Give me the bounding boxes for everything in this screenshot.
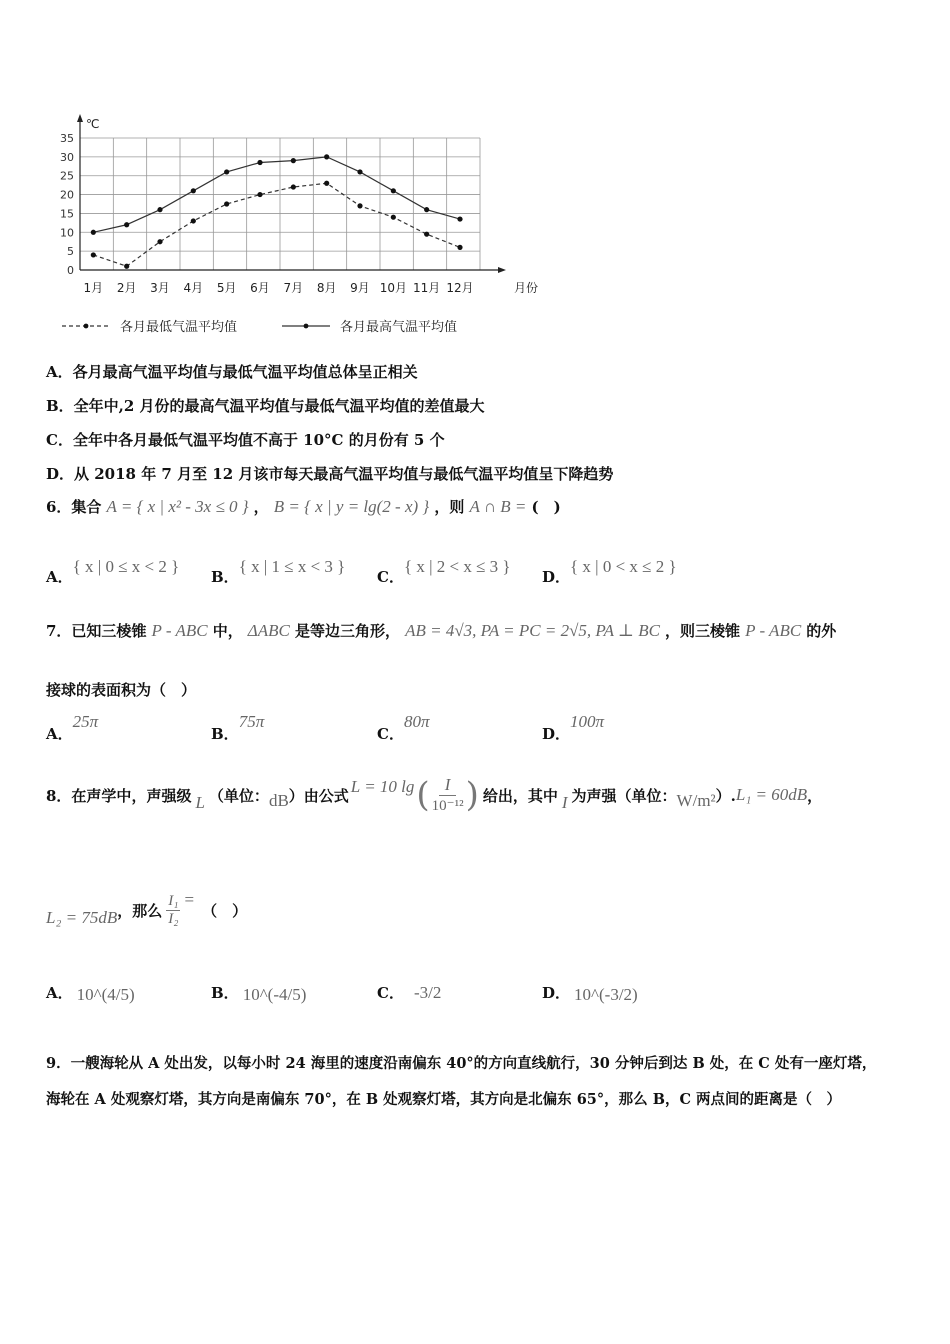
temperature-chart xyxy=(40,108,540,344)
q8-option-c xyxy=(377,968,442,1002)
data-point xyxy=(357,203,362,208)
option-label: B． xyxy=(211,568,239,586)
q6-stem xyxy=(46,496,561,517)
option-math: 10^(-4/5) xyxy=(242,984,307,1004)
x-tick-label: 9月 xyxy=(350,281,370,295)
x-tick-label: 2月 xyxy=(116,281,137,295)
q8-fraction xyxy=(432,775,464,815)
option-label: B． xyxy=(211,725,239,743)
x-tick-label: 1月 xyxy=(83,281,104,295)
y-tick-label: 15 xyxy=(60,207,74,221)
q7-option-c xyxy=(377,711,430,743)
q7-text-4: ，则三棱锥 xyxy=(665,622,741,640)
q7-text-1: 7．已知三棱锥 xyxy=(46,622,147,640)
q8-ratio xyxy=(166,893,180,928)
legend-marker xyxy=(84,324,89,329)
q7-option-d xyxy=(542,711,605,743)
data-point xyxy=(91,252,96,257)
y-tick-label: 5 xyxy=(67,245,74,259)
data-point xyxy=(391,188,396,193)
q6-option-a xyxy=(46,556,180,586)
q8-math-l: L xyxy=(195,793,205,812)
data-point xyxy=(324,181,329,186)
option-label: C． xyxy=(377,984,404,1002)
option-math: 75π xyxy=(238,712,265,731)
data-point xyxy=(157,239,162,244)
option-math: { x | 0 < x ≤ 2 } xyxy=(570,557,677,576)
q8-math-l2: L₂ = 75dB xyxy=(46,908,118,927)
q8-text-7: ， xyxy=(807,786,823,805)
x-tick-label: 6月 xyxy=(250,281,270,295)
x-tick-label: 7月 xyxy=(283,281,304,295)
q6-paren: ( ) xyxy=(531,498,561,516)
q7-math-4: P - ABC xyxy=(745,621,802,640)
x-tick-label: 10月 xyxy=(379,281,407,295)
option-math: 80π xyxy=(403,712,430,731)
data-point xyxy=(324,154,329,159)
y-tick-label: 30 xyxy=(60,150,74,164)
y-tick-label: 0 xyxy=(67,264,74,277)
q7-stem-line-2: 接球的表面积为（ ） xyxy=(46,681,197,699)
y-tick-label: 10 xyxy=(60,226,74,240)
legend-label: 各月最低气温平均值 xyxy=(120,320,238,335)
q8-text-2: （单位： xyxy=(208,786,269,805)
option-math: -3/2 xyxy=(413,982,442,1002)
q7-math-2: ΔABC xyxy=(247,621,290,640)
q8-stem xyxy=(46,770,822,820)
q7-stem xyxy=(46,620,836,641)
q8-text-3: ）由公式 xyxy=(288,786,349,805)
x-tick-label: 4月 xyxy=(183,281,204,295)
q6-option-c xyxy=(377,556,511,586)
option-math: 10^(4/5) xyxy=(76,984,135,1004)
q7-text-5: 的外 xyxy=(806,622,837,640)
q8-math-unit: W/m² xyxy=(676,791,716,810)
q8-option-a xyxy=(46,968,135,1004)
q8-ratio-num: I₁ xyxy=(168,892,179,909)
data-point xyxy=(257,192,262,197)
q5-option-d: D．从 2018 年 7 月至 12 月该市每天最高气温平均值与最低气温平均值呈下降趋势 xyxy=(46,465,614,483)
q8-equals: = xyxy=(184,890,195,909)
y-tick-label: 35 xyxy=(60,132,74,145)
q7-math-3: AB = 4√3, PA = PC = 2√5, PA ⊥ BC xyxy=(405,621,660,640)
q7-math-1: P - ABC xyxy=(151,621,208,640)
data-point xyxy=(391,215,396,220)
data-point xyxy=(291,158,296,163)
data-point xyxy=(357,169,362,174)
q6-prefix: 6．集合 xyxy=(46,498,102,516)
option-label: A． xyxy=(46,725,73,743)
option-math: 25π xyxy=(72,712,99,731)
x-tick-label: 5月 xyxy=(216,281,237,295)
option-math: 100π xyxy=(570,712,605,731)
q6-comma: ， xyxy=(253,498,269,516)
q6-set-a: A = { x | x² - 3x ≤ 0 } xyxy=(106,497,249,516)
x-axis-label: 月份 xyxy=(514,281,539,295)
data-point xyxy=(457,216,462,221)
x-axis-arrow xyxy=(498,267,506,273)
y-tick-label: 20 xyxy=(60,188,74,202)
data-point xyxy=(124,222,129,227)
q8-ratio-den: I₂ xyxy=(168,910,179,927)
q8-math-l1: L₁ = 60dB xyxy=(735,785,808,804)
option-label: D． xyxy=(542,984,571,1002)
option-label: D． xyxy=(542,568,571,586)
y-tick-label: 25 xyxy=(60,169,74,183)
q7-text-2: 中， xyxy=(212,622,243,640)
data-point xyxy=(91,230,96,235)
q8-math-i: I xyxy=(561,793,568,812)
q7-option-a xyxy=(46,711,99,743)
legend-marker xyxy=(304,324,309,329)
q8-fraction-num: I xyxy=(439,775,457,796)
data-point xyxy=(224,201,229,206)
x-tick-label: 3月 xyxy=(150,281,170,295)
q8-option-d xyxy=(542,968,638,1004)
q6-option-d xyxy=(542,556,677,586)
option-math: { x | 2 < x ≤ 3 } xyxy=(403,557,511,576)
q7-text-3: 是等边三角形， xyxy=(294,622,400,640)
q8-fraction-den: 10⁻¹² xyxy=(431,798,464,814)
option-math: 10^(-3/2) xyxy=(574,984,638,1004)
q5-option-a: A．各月最高气温平均值与最低气温平均值总体呈正相关 xyxy=(46,363,418,381)
x-tick-label: 12月 xyxy=(446,281,474,295)
legend-label: 各月最高气温平均值 xyxy=(340,320,458,335)
q8-right-paren: ) xyxy=(465,775,479,815)
q5-option-c: C．全年中各月最低气温平均值不高于 10°C 的月份有 5 个 xyxy=(46,431,445,449)
option-label: B． xyxy=(211,984,239,1002)
option-label: A． xyxy=(46,568,73,586)
y-axis-arrow xyxy=(77,114,83,122)
q8-text-5: 为声强（单位： xyxy=(571,786,677,805)
data-point xyxy=(157,207,162,212)
data-point xyxy=(191,188,196,193)
data-point xyxy=(191,218,196,223)
q9-stem-line-1: 9．一艘海轮从 A 处出发，以每小时 24 海里的速度沿南偏东 40°的方向直线航行，30 分钟后到达 B 处，在 C 处有一座灯塔， xyxy=(46,1055,877,1072)
option-math: { x | 0 ≤ x < 2 } xyxy=(72,557,180,576)
q5-option-b: B．全年中,2 月份的最高气温平均值与最低气温平均值的差值最大 xyxy=(46,397,485,415)
q8-option-b xyxy=(211,968,307,1004)
series-line-0 xyxy=(93,183,460,266)
q9-stem-line-2: 海轮在 A 处观察灯塔，其方向是南偏东 70°，在 B 处观察灯塔，其方向是北偏东 65°，那么 B，C 两点间的距离是（ ） xyxy=(46,1091,842,1108)
x-tick-label: 11月 xyxy=(413,281,441,295)
option-math: { x | 1 ≤ x < 3 } xyxy=(238,557,346,576)
data-point xyxy=(124,264,129,269)
data-point xyxy=(424,207,429,212)
q8-formula-lhs: L = 10 lg xyxy=(350,777,415,796)
data-point xyxy=(424,232,429,237)
y-unit-label: ℃ xyxy=(86,117,100,131)
data-point xyxy=(291,184,296,189)
q6-then: ，则 xyxy=(434,498,465,516)
q6-expr: A ∩ B = xyxy=(469,497,527,516)
q6-option-b xyxy=(211,556,346,586)
q8-text-4: 给出，其中 xyxy=(482,786,558,805)
option-label: D． xyxy=(542,725,571,743)
data-point xyxy=(457,245,462,250)
data-point xyxy=(257,160,262,165)
q8-text-8: ，那么 xyxy=(117,901,163,920)
q8-left-paren: ( xyxy=(416,775,430,815)
x-tick-label: 8月 xyxy=(316,281,337,295)
q8-math-db: dB xyxy=(268,791,289,810)
option-label: C． xyxy=(377,725,404,743)
q6-set-b: B = { x | y = lg(2 - x) } xyxy=(273,497,430,516)
q7-option-b xyxy=(211,711,265,743)
q8-text-1: 8．在声学中，声强级 xyxy=(46,786,192,805)
option-label: C． xyxy=(377,568,404,586)
q8-paren: （ ） xyxy=(202,901,248,920)
data-point xyxy=(224,169,229,174)
option-label: A． xyxy=(46,984,73,1002)
q8-text-6: ）. xyxy=(715,786,736,805)
q8-stem-line-2 xyxy=(46,880,247,940)
